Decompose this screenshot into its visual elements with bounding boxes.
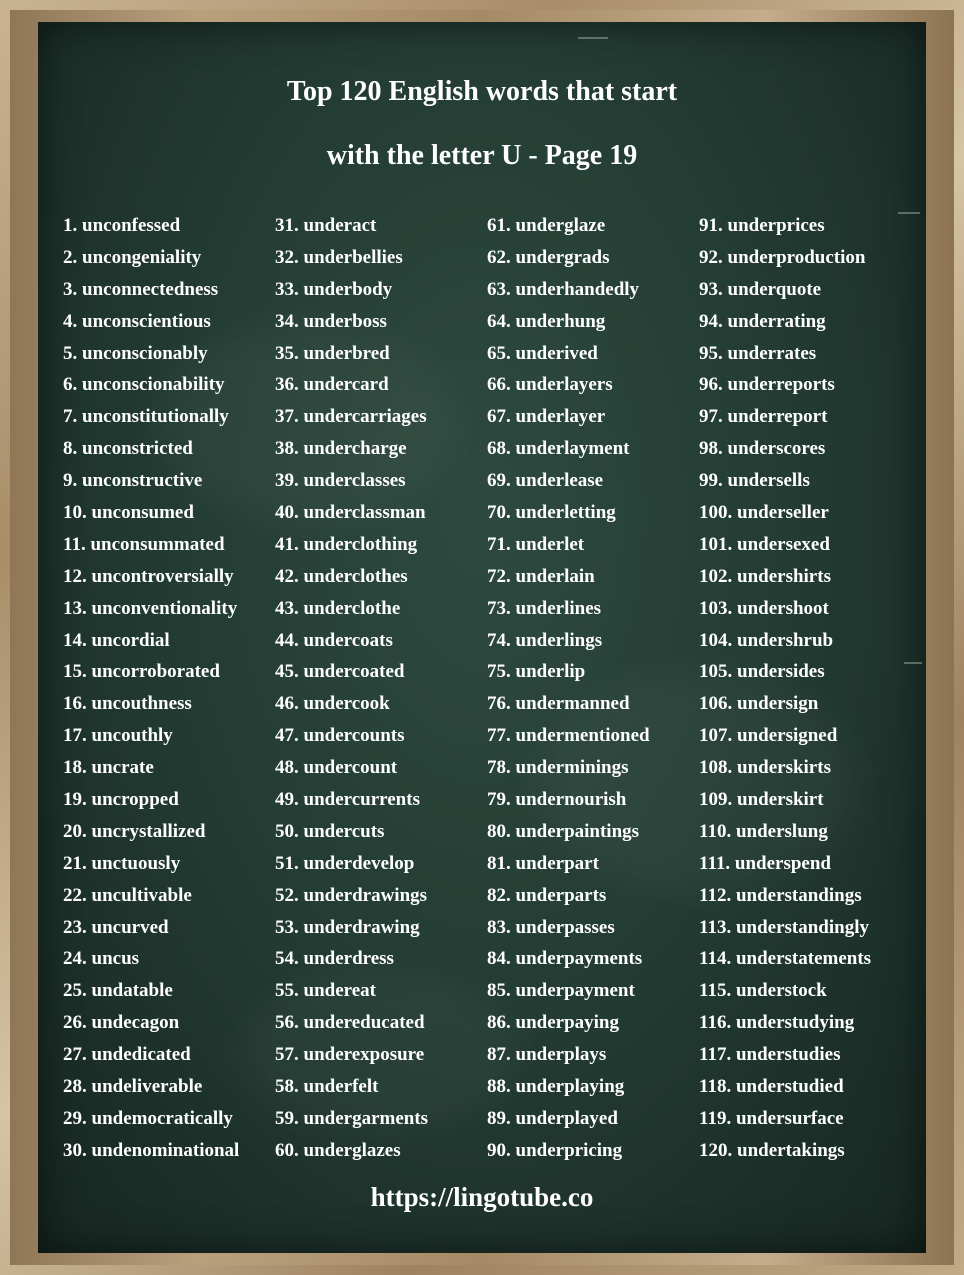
word-item: 59. undergarments bbox=[275, 1107, 429, 1129]
word-item: 101. undersexed bbox=[699, 533, 830, 555]
word-item: 72. underlain bbox=[487, 565, 595, 587]
word-column-3 bbox=[487, 210, 702, 1167]
word-item: 63. underhandedly bbox=[487, 278, 640, 300]
word-item: 15. uncorroborated bbox=[63, 661, 220, 683]
page-title-line-1: Top 120 English words that start bbox=[286, 76, 678, 107]
word-item: 10. unconsumed bbox=[63, 502, 194, 524]
word-item: 75. underlip bbox=[487, 661, 586, 683]
word-item: 118. understudied bbox=[699, 1076, 844, 1098]
word-item: 84. underpayments bbox=[487, 948, 643, 970]
word-item: 80. underpaintings bbox=[487, 820, 640, 842]
word-item: 51. underdevelop bbox=[275, 852, 415, 874]
word-item: 91. underprices bbox=[699, 215, 825, 236]
word-item: 54. underdress bbox=[275, 948, 394, 970]
word-item: 40. underclassman bbox=[275, 502, 426, 524]
word-item: 100. underseller bbox=[699, 502, 829, 524]
word-item: 56. undereducated bbox=[275, 1012, 425, 1034]
word-item: 74. underlings bbox=[487, 629, 603, 651]
word-item: 94. underrating bbox=[699, 310, 826, 332]
word-item: 79. undernourish bbox=[487, 789, 627, 811]
word-item: 28. undeliverable bbox=[63, 1076, 203, 1098]
word-item: 93. underquote bbox=[699, 278, 822, 300]
word-item: 87. underplays bbox=[487, 1044, 607, 1066]
word-item: 48. undercount bbox=[275, 757, 398, 779]
word-item: 39. underclasses bbox=[275, 470, 406, 492]
word-item: 76. undermanned bbox=[487, 693, 630, 715]
word-item: 111. underspend bbox=[699, 852, 831, 874]
word-item: 12. uncontroversially bbox=[63, 565, 234, 587]
word-item: 88. underplaying bbox=[487, 1076, 625, 1098]
word-item: 114. understatements bbox=[699, 948, 872, 970]
word-item: 97. underreport bbox=[699, 406, 828, 428]
word-item: 23. uncurved bbox=[63, 916, 169, 938]
word-item: 68. underlayment bbox=[487, 438, 630, 460]
word-item: 64. underhung bbox=[487, 310, 606, 332]
word-item: 6. unconscionability bbox=[63, 374, 225, 396]
word-item: 102. undershirts bbox=[699, 565, 831, 587]
word-item: 45. undercoated bbox=[275, 661, 405, 683]
word-list bbox=[63, 210, 923, 1170]
word-item: 11. unconsummated bbox=[63, 533, 225, 555]
word-item: 61. underglaze bbox=[487, 215, 606, 236]
word-item: 69. underlease bbox=[487, 470, 604, 492]
word-item: 113. understandingly bbox=[699, 916, 869, 938]
word-item: 46. undercook bbox=[275, 693, 390, 715]
chalk-mark bbox=[578, 37, 608, 39]
word-item: 71. underlet bbox=[487, 533, 585, 555]
word-item: 70. underletting bbox=[487, 502, 616, 524]
word-item: 7. unconstitutionally bbox=[63, 406, 229, 428]
page-title-line-2: with the letter U - Page 19 bbox=[326, 140, 638, 171]
word-item: 31. underact bbox=[275, 215, 377, 236]
word-item: 44. undercoats bbox=[275, 629, 393, 651]
word-item: 60. underglazes bbox=[275, 1139, 401, 1161]
word-item: 9. unconstructive bbox=[63, 470, 203, 492]
word-item: 49. undercurrents bbox=[275, 789, 420, 811]
word-item: 119. undersurface bbox=[699, 1107, 844, 1129]
word-item: 96. underreports bbox=[699, 374, 835, 396]
word-item: 1. unconfessed bbox=[63, 215, 181, 236]
word-item: 42. underclothes bbox=[275, 565, 408, 587]
word-item: 120. undertakings bbox=[699, 1139, 845, 1161]
word-item: 29. undemocratically bbox=[63, 1107, 233, 1129]
word-item: 117. understudies bbox=[699, 1044, 841, 1066]
chalkboard bbox=[38, 22, 926, 1253]
word-item: 38. undercharge bbox=[275, 438, 407, 460]
word-item: 25. undatable bbox=[63, 980, 173, 1002]
word-item: 116. understudying bbox=[699, 1012, 855, 1034]
word-item: 2. uncongeniality bbox=[63, 246, 202, 268]
word-item: 19. uncropped bbox=[63, 789, 179, 811]
word-item: 104. undershrub bbox=[699, 629, 834, 651]
word-item: 43. underclothe bbox=[275, 597, 401, 619]
word-item: 98. underscores bbox=[699, 438, 826, 460]
word-item: 52. underdrawings bbox=[275, 884, 428, 906]
word-item: 16. uncouthness bbox=[63, 693, 192, 715]
word-item: 8. unconstricted bbox=[63, 438, 193, 460]
word-item: 50. undercuts bbox=[275, 820, 385, 842]
word-item: 106. undersign bbox=[699, 693, 819, 715]
word-item: 20. uncrystallized bbox=[63, 820, 206, 842]
word-item: 62. undergrads bbox=[487, 246, 610, 268]
word-column-4 bbox=[699, 210, 914, 1167]
word-item: 115. understock bbox=[699, 980, 827, 1002]
word-column-2 bbox=[275, 210, 490, 1167]
word-item: 57. underexposure bbox=[275, 1044, 425, 1066]
word-item: 99. undersells bbox=[699, 470, 810, 492]
word-column-1 bbox=[63, 210, 278, 1167]
word-item: 103. undershoot bbox=[699, 597, 829, 619]
word-item: 22. uncultivable bbox=[63, 884, 192, 906]
word-item: 92. underproduction bbox=[699, 246, 866, 268]
word-item: 18. uncrate bbox=[63, 757, 154, 779]
word-item: 95. underrates bbox=[699, 342, 817, 364]
word-item: 13. unconventionality bbox=[63, 597, 238, 619]
word-item: 82. underparts bbox=[487, 884, 607, 906]
word-item: 105. undersides bbox=[699, 661, 825, 683]
word-item: 109. underskirt bbox=[699, 789, 824, 811]
word-item: 85. underpayment bbox=[487, 980, 635, 1002]
word-item: 4. unconscientious bbox=[63, 310, 211, 332]
word-item: 34. underboss bbox=[275, 310, 387, 332]
word-item: 86. underpaying bbox=[487, 1012, 619, 1034]
word-item: 58. underfelt bbox=[275, 1076, 379, 1098]
word-item: 107. undersigned bbox=[699, 725, 838, 747]
word-item: 37. undercarriages bbox=[275, 406, 427, 428]
word-item: 55. undereat bbox=[275, 980, 376, 1002]
word-item: 17. uncouthly bbox=[63, 725, 173, 747]
word-item: 33. underbody bbox=[275, 278, 393, 300]
word-item: 65. underived bbox=[487, 342, 598, 364]
word-item: 110. underslung bbox=[699, 820, 828, 842]
word-item: 112. understandings bbox=[699, 884, 862, 906]
word-item: 83. underpasses bbox=[487, 916, 615, 938]
word-item: 66. underlayers bbox=[487, 374, 613, 396]
word-item: 89. underplayed bbox=[487, 1107, 618, 1129]
word-item: 47. undercounts bbox=[275, 725, 405, 747]
word-item: 78. underminings bbox=[487, 757, 629, 779]
word-item: 81. underpart bbox=[487, 852, 599, 874]
word-item: 30. undenominational bbox=[63, 1139, 240, 1161]
word-item: 35. underbred bbox=[275, 342, 390, 364]
word-item: 67. underlayer bbox=[487, 406, 606, 428]
word-item: 24. uncus bbox=[63, 948, 140, 970]
word-item: 90. underpricing bbox=[487, 1139, 623, 1161]
word-item: 5. unconscionably bbox=[63, 342, 208, 364]
word-item: 73. underlines bbox=[487, 597, 602, 619]
word-item: 26. undecagon bbox=[63, 1012, 180, 1034]
footer-url: https://lingotube.co bbox=[370, 1182, 594, 1212]
word-item: 27. undedicated bbox=[63, 1044, 191, 1066]
word-item: 32. underbellies bbox=[275, 246, 403, 268]
word-item: 108. underskirts bbox=[699, 757, 831, 779]
word-item: 14. uncordial bbox=[63, 629, 170, 651]
word-item: 53. underdrawing bbox=[275, 916, 420, 938]
word-item: 77. undermentioned bbox=[487, 725, 650, 747]
word-item: 21. unctuously bbox=[63, 852, 181, 874]
word-item: 3. unconnectedness bbox=[63, 278, 219, 300]
word-item: 41. underclothing bbox=[275, 533, 418, 555]
word-item: 36. undercard bbox=[275, 374, 389, 396]
